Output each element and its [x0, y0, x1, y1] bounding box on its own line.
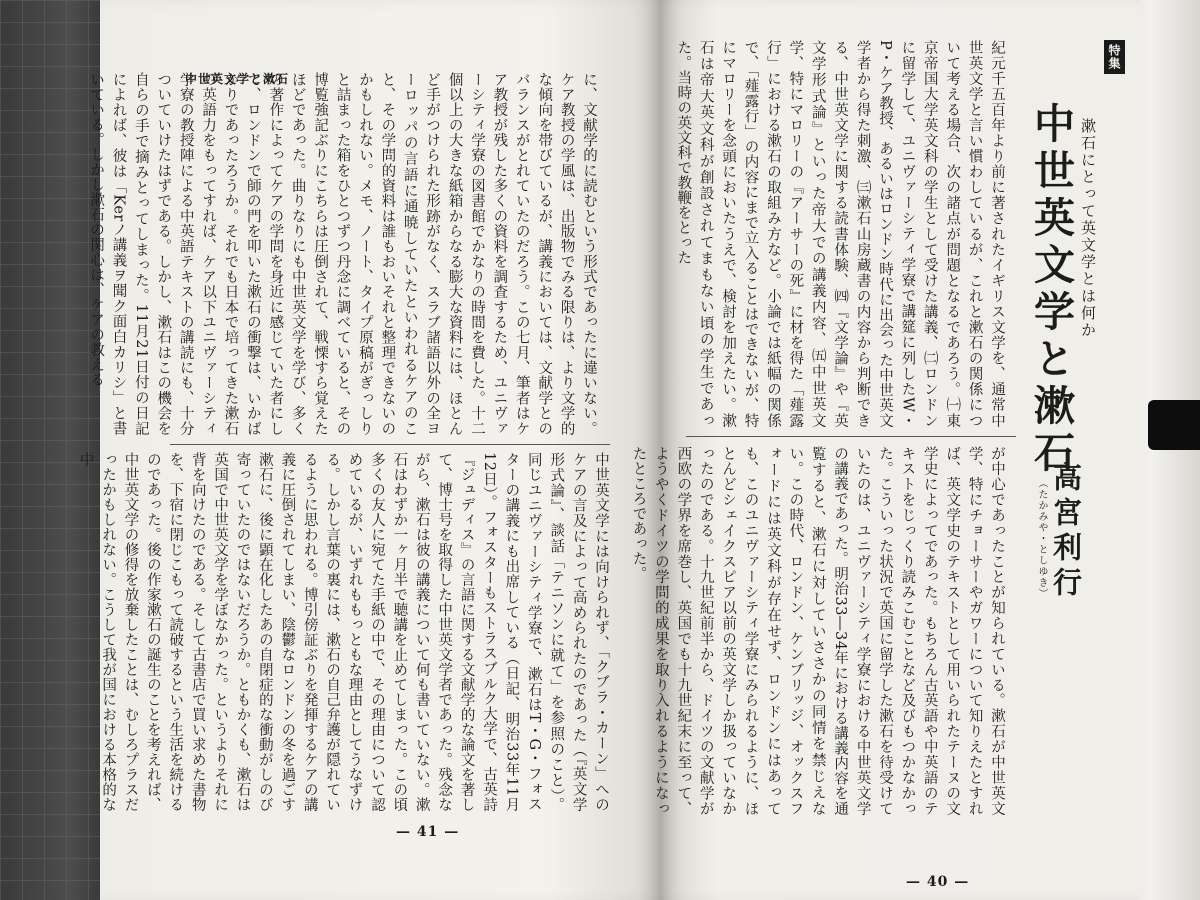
feature-badge: 特集 — [1104, 40, 1125, 74]
column-divider-right — [686, 436, 1016, 437]
right-lower-text: が中心であったことが知られている。漱石が中世英文学、特にチョーサーやガワーについて知りえたとすれば、英文学史のテキストとして用いられたテーヌの文学史によってであった。もちろん古英語や中英語のテキストをじっくり読みこむことなど及びもつかなかった。こういった状況で英国に留学した漱石を待受けていたのは、ユニヴァーシティ学寮における中世英文学の講義であった。明治33―34年における講義内容を通覧すると、漱石に対していささかの同情を禁じえない。この時代、ロンドン、ケンブリッジ、オックスフォードには英文科が存在せず、ロンドンにはあっても、このユニヴァーシティ学寮にみられるように、ほとんどシェイクスピア以前の英文学しか扱っていなかったのである。十九世紀前半から、ドイツの文献学が西欧の学界を席巻し、英国でも十九世紀末に至って、ようやくドイツの学問的成果を取り入れるようになったところであった。 — [630, 446, 1005, 817]
column-divider — [170, 444, 610, 445]
article-title: 中世英文学と漱石 — [1027, 102, 1075, 478]
right-upper-text: 紀元千五百年より前に著されたイギリス文学を、通常中世英文学と言い慣わしているが、これと漱石の関係について考える場合、次の諸点が問題となるであろう。㈠東京帝国大学英文科の学生として受けた講義、㈡ロンドンに留学して、ユニヴァーシティ学寮で講筵に列したW・P・ケア教授、あるいはロンドン時代に出会った中世英文学者から得た刺激、㈢漱石山房蔵書の内容から判断できる、中世英文学に関する読書体験、㈣『文学論』や『英文学形式論』といった帝大での講義内容、㈤中世英文学、特にマロリーの『アーサーの死』に材を得た「薤露行」における漱石の取組み方など。小論では紙幅の関係で、「薤露行」の内容にまで立入ることはできないが、特にマロリーを念頭においたうえで、検討を加えたい。漱石は帝大英文科が創設されてまもない頃の学生であった。当時の英文科で教鞭をとった — [675, 40, 1005, 428]
page-number-40: — 40 — — [906, 874, 970, 890]
right-lower-column — [630, 446, 1008, 817]
author-reading: （たかみや・としゆき） — [1036, 478, 1047, 599]
right-page — [630, 0, 1140, 900]
right-upper-column — [675, 40, 1008, 428]
author-name: 高宮利行 — [1049, 462, 1083, 602]
left-lower-column — [77, 452, 612, 812]
running-head: 中世英文学と漱石 — [185, 72, 290, 86]
left-upper-column — [88, 72, 600, 437]
left-lower-text: 中世英文学には向けられず、「クブラ・カーン」へのケアの言及によって高められたのであった（『英文学形式論』、談話「テニソンに就て」を参照のこと）。同じユニヴァーシティ学寮で、漱石はT・G・フォスターの講義にも出席している（日記、明治33年11月12日）。フォスターもストラスブルク大学で、古英詩『ジュディス』の言語に関する文献学的な論文を著して、博士号を取得した中世英文学者であった。残念ながら、漱石は彼の講義について何も書いていない。漱石はわずか一ヶ月半で聴講を止めてしまった。この頃多くの友人に宛てた手紙の中で、その理由について認めているが、いずれももっともな理由としてうなずける。しかし言葉の裏には、漱石の自己弁護が隠れているように思われる。博引傍証ぶりを発揮するケアの講義に圧倒されてしまい、陰鬱なロンドンの冬を過ごす漱石に、後に顕在化したあの自閉症的な衝動がしのび寄っていたのではないだろうか。ともかくも、漱石は英国で中世英文学を学ぼなかった。というよりそれに背を向けたのである。そして古書店で買い求めた書物を、下宿に閉じこもって読破するという生活を続けるのであった。後の作家漱石の誕生のことを考えれば、中世英文学の修得を放棄したことは、むしろプラスだったかもしれない。こうして我が国における本格的な中 — [77, 452, 609, 812]
left-upper-text: に、文献学的に読むという形式であったに違いない。ケア教授の学風は、出版物でみる限りは、より文学的な傾向を帯びているが、講義においては、文献学とのバランスがとれていたのだろう。この七月、筆者はケア教授が残した多くの資料を調査するため、ユニヴァーシティ学寮の図書館でかなりの時間を費した。十二個以上の大きな紙箱からなる膨大な資料には、ほとんど手がつけられた形跡がなく、スラブ諸語以外の全ヨーロッパの言語に通暁していたといわれるケアのこと、その学問的資料は誰もおいそれと整理できないのかもしれない。メモ、ノート、タイプ原稿がぎっしりと詰まった箱をひとつずつ丹念に調べていると、その博覧強記ぶりにこちらは圧倒されて、戦慄すら覚えたほどであった。曲りなりにも中世英文学を学び、多くの著作によってケアの学問を身近に感じていた者にして、ロンドンで師の門を叩いた漱石の衝撃は、いかばかりであったろうか。それでも日本で培ってきた漱石の英語力をもってすれば、ケア以下ユニヴァーシティ学寮の教授陣による中英語テキストの講読にも、十分ついていけたはずである。しかし、漱石はこの機会を自らの手で摘みとってしまった。11月21日付の日記によれば、彼は「Kerノ講義ヲ聞ク面白カリシ」と書いている。しかし漱石の関心は、ケアの教える — [88, 72, 597, 437]
article-subtitle: 漱石にとって英文学とは何か — [1079, 118, 1097, 339]
left-page — [77, 0, 660, 900]
book-clip — [1148, 400, 1200, 450]
page-number-41: — 41 — — [396, 824, 460, 840]
